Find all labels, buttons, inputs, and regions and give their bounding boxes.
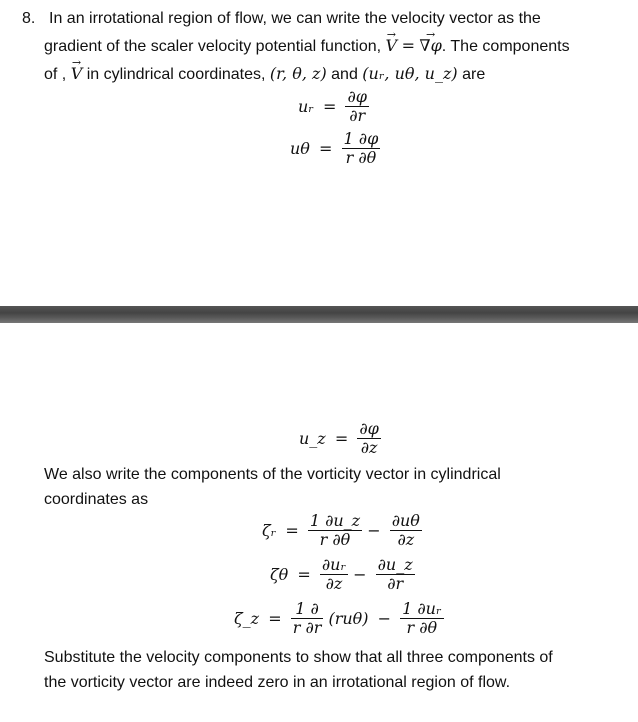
equation-zeta-r xyxy=(262,512,422,549)
zeta-theta-equals: = xyxy=(297,565,311,584)
u-r-equals: = xyxy=(322,97,337,116)
velocity-vector-symbol: → V xyxy=(386,36,398,56)
equals-sign: = xyxy=(401,36,415,55)
zeta-z-equals: = xyxy=(268,609,282,628)
cylindrical-coords: (r, θ, z) xyxy=(269,64,327,83)
zeta-r-numerator-1: 1 ∂u_z xyxy=(309,511,361,530)
intro-line-3-and: and xyxy=(331,66,358,83)
equation-zeta-theta xyxy=(270,556,415,593)
zeta-z-denominator-1: r ∂r xyxy=(292,618,322,637)
equation-u-theta xyxy=(290,130,380,167)
zeta-theta-denominator-2: ∂r xyxy=(387,574,404,593)
zeta-z-numerator-2: 1 ∂uᵣ xyxy=(402,599,442,618)
zeta-theta-fraction-1 xyxy=(320,556,348,593)
intro-line-1: In an irrotational region of flow, we can write the velocity vector as the xyxy=(49,10,541,27)
u-theta-denominator: r ∂θ xyxy=(345,148,377,167)
equation-u-z xyxy=(299,420,381,457)
velocity-vector-symbol-2: → V xyxy=(71,64,83,84)
final-line-2: the vorticity vector are indeed zero in an irrotational region of flow. xyxy=(44,674,511,691)
zeta-z-minus: − xyxy=(377,609,392,628)
u-theta-numerator: 1 ∂φ xyxy=(343,129,379,148)
u-r-lhs: uᵣ xyxy=(298,97,314,116)
u-r-numerator: ∂φ xyxy=(347,87,367,106)
zeta-z-fraction-2 xyxy=(400,600,443,637)
problem-number: 8. xyxy=(22,10,36,27)
u-r-fraction xyxy=(345,88,368,125)
u-z-lhs: u_z xyxy=(299,429,326,448)
vorticity-line-2: coordinates as xyxy=(44,491,149,508)
u-r-denominator: ∂r xyxy=(349,106,366,125)
equation-zeta-z xyxy=(234,600,444,637)
equation-u-r xyxy=(298,88,369,125)
u-z-fraction xyxy=(357,420,380,457)
gradient-phi-symbol: → ∇φ xyxy=(419,36,441,56)
zeta-r-denominator-2: ∂z xyxy=(397,530,415,549)
zeta-r-numerator-2: ∂uθ xyxy=(391,511,420,530)
zeta-r-fraction-2 xyxy=(390,512,422,549)
intro-line-2-end: . The components xyxy=(441,38,570,55)
u-theta-equals: = xyxy=(319,139,333,158)
u-z-equals: = xyxy=(334,429,349,448)
zeta-z-fraction-1 xyxy=(291,600,324,637)
zeta-theta-minus: − xyxy=(353,565,367,584)
zeta-z-lhs: ζ_z xyxy=(234,609,260,628)
zeta-theta-numerator-1: ∂uᵣ xyxy=(321,555,347,574)
zeta-z-product: (ruθ) xyxy=(328,609,369,628)
vorticity-line-1: We also write the components of the vorticity vector in cylindrical xyxy=(44,466,501,483)
zeta-r-equals: = xyxy=(285,521,299,540)
intro-line-3-are: are xyxy=(462,66,486,83)
zeta-r-lhs: ζᵣ xyxy=(262,521,277,540)
intro-line-3-mid: in cylindrical coordinates, xyxy=(86,66,266,83)
u-z-denominator: ∂z xyxy=(360,438,378,457)
zeta-r-denominator-1: r ∂θ xyxy=(319,530,351,549)
u-z-numerator: ∂φ xyxy=(359,419,379,438)
zeta-theta-lhs: ζθ xyxy=(270,565,289,584)
final-line-1: Substitute the velocity components to show that all three components of xyxy=(44,649,553,666)
zeta-r-fraction-1 xyxy=(308,512,362,549)
zeta-theta-numerator-2: ∂u_z xyxy=(377,555,413,574)
zeta-z-denominator-2: r ∂θ xyxy=(406,618,438,637)
zeta-theta-denominator-1: ∂z xyxy=(325,574,343,593)
intro-line-2-text: gradient of the scaler velocity potential function, xyxy=(44,38,382,55)
intro-line-3-text: of , xyxy=(44,66,67,83)
intro-line-2 xyxy=(44,36,570,57)
u-theta-fraction xyxy=(342,130,381,167)
page-divider xyxy=(0,306,638,323)
intro-line-3 xyxy=(44,64,485,85)
u-theta-lhs: uθ xyxy=(290,139,310,158)
zeta-r-minus: − xyxy=(367,521,381,540)
velocity-components: (uᵣ, uθ, u_z) xyxy=(362,64,458,83)
zeta-theta-fraction-2 xyxy=(376,556,415,593)
zeta-z-numerator-1: 1 ∂ xyxy=(291,600,324,619)
